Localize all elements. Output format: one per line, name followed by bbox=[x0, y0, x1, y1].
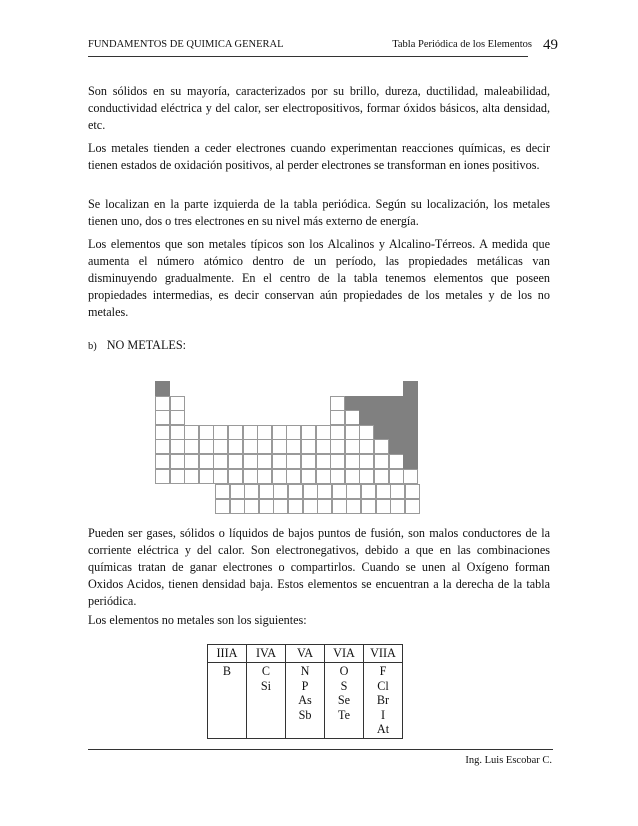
element-cell bbox=[403, 469, 418, 484]
section-title: NO METALES: bbox=[106, 338, 187, 352]
element-cell bbox=[345, 469, 360, 484]
element-cell bbox=[155, 469, 170, 484]
element-cell bbox=[155, 454, 170, 469]
element-cell bbox=[199, 425, 214, 440]
nonmetal-cell bbox=[359, 410, 374, 425]
element-cell bbox=[244, 484, 259, 499]
element-cell bbox=[405, 499, 420, 514]
element-cell bbox=[376, 484, 391, 499]
header-rule bbox=[88, 56, 528, 57]
element-cell bbox=[272, 454, 287, 469]
element-cell bbox=[170, 469, 185, 484]
element-symbol: S bbox=[340, 678, 348, 693]
element-cell bbox=[405, 484, 420, 499]
table-cell-group bbox=[325, 663, 364, 739]
nonmetal-cell bbox=[155, 381, 170, 396]
nonmetal-cell bbox=[374, 425, 389, 440]
table-cell-group bbox=[208, 663, 247, 739]
element-cell bbox=[213, 439, 228, 454]
element-cell bbox=[359, 469, 374, 484]
element-symbol: F bbox=[379, 664, 387, 678]
element-cell bbox=[288, 499, 303, 514]
element-symbol: B bbox=[222, 664, 232, 678]
table-header-cell: VA bbox=[286, 645, 325, 663]
element-cell bbox=[316, 469, 331, 484]
element-cell bbox=[317, 499, 332, 514]
element-cell bbox=[170, 425, 185, 440]
element-cell bbox=[257, 469, 272, 484]
nonmetal-cell bbox=[389, 439, 404, 454]
element-symbol: C bbox=[261, 664, 271, 678]
element-cell bbox=[303, 484, 318, 499]
element-cell bbox=[374, 439, 389, 454]
paragraph-properties: Son sólidos en su mayoría, caracterizados por su brillo, dureza, ductilidad, maleabilidad, conductividad eléctrica y del calor, ser electropositivos, formar óxidos básicos, alta densidad, etc. bbox=[88, 84, 550, 132]
element-cell bbox=[228, 425, 243, 440]
element-cell bbox=[345, 439, 360, 454]
table-header-cell: IVA bbox=[247, 645, 286, 663]
element-cell bbox=[359, 425, 374, 440]
element-cell bbox=[374, 469, 389, 484]
element-symbol: I bbox=[380, 707, 386, 722]
element-cell bbox=[330, 425, 345, 440]
element-cell bbox=[330, 396, 345, 411]
nonmetal-cell bbox=[403, 439, 418, 454]
element-cell bbox=[272, 439, 287, 454]
element-cell bbox=[230, 484, 245, 499]
table-cell-group bbox=[247, 663, 286, 739]
page-header bbox=[88, 37, 558, 55]
nonmetal-cell bbox=[403, 425, 418, 440]
nonmetal-cell bbox=[403, 454, 418, 469]
paragraph-nonmetal-properties: Pueden ser gases, sólidos o líquidos de bajos puntos de fusión, son malos conductores de la corriente eléctrica y del calor. Son electronegativos, debido a que en las combinaciones químicas tratan de ganar electrones o compartirlos. Cuando se unen al Oxígeno forman Oxidos Acidos, tienen densidad baja. Estos elementos se encuentran a la derecha de la tabla periódica. bbox=[88, 526, 550, 608]
element-cell bbox=[259, 484, 274, 499]
element-cell bbox=[301, 439, 316, 454]
element-cell bbox=[332, 484, 347, 499]
element-cell bbox=[345, 454, 360, 469]
element-cell bbox=[184, 454, 199, 469]
element-cell bbox=[230, 499, 245, 514]
element-cell bbox=[374, 454, 389, 469]
element-cell bbox=[272, 425, 287, 440]
element-cell bbox=[316, 425, 331, 440]
nonmetal-cell bbox=[374, 410, 389, 425]
element-cell bbox=[199, 439, 214, 454]
element-symbol: N bbox=[300, 664, 310, 678]
element-symbol: Si bbox=[260, 678, 272, 693]
footer-rule bbox=[88, 749, 553, 750]
element-cell bbox=[228, 439, 243, 454]
nonmetal-cell bbox=[403, 396, 418, 411]
element-symbol: At bbox=[376, 722, 390, 736]
element-cell bbox=[330, 454, 345, 469]
table-cell-group bbox=[286, 663, 325, 739]
element-cell bbox=[199, 469, 214, 484]
element-cell bbox=[330, 469, 345, 484]
element-cell bbox=[303, 499, 318, 514]
element-cell bbox=[243, 469, 258, 484]
paragraph-oxidation: Los metales tienden a ceder electrones cuando experimentan reacciones químicas, es decir tienen estados de oxidación positivos, al perder electrones se transforman en iones positivos. bbox=[88, 141, 550, 172]
table-cell-group bbox=[364, 663, 403, 739]
element-cell bbox=[346, 499, 361, 514]
nonmetal-cell bbox=[389, 410, 404, 425]
element-cell bbox=[243, 439, 258, 454]
element-cell bbox=[345, 425, 360, 440]
element-symbol: As bbox=[298, 693, 312, 707]
element-symbol: Br bbox=[376, 693, 390, 707]
section-label: b) bbox=[88, 341, 97, 352]
element-cell bbox=[155, 439, 170, 454]
element-cell bbox=[259, 499, 274, 514]
element-symbol: P bbox=[301, 678, 309, 693]
element-symbol: Se bbox=[337, 693, 351, 707]
nonmetal-cell bbox=[403, 381, 418, 396]
element-cell bbox=[273, 484, 288, 499]
section-heading bbox=[88, 338, 186, 353]
element-cell bbox=[376, 499, 391, 514]
element-cell bbox=[243, 425, 258, 440]
element-cell bbox=[228, 469, 243, 484]
element-symbol: Sb bbox=[298, 707, 312, 722]
element-cell bbox=[359, 439, 374, 454]
table-header-cell: VIIA bbox=[364, 645, 403, 663]
element-cell bbox=[184, 439, 199, 454]
element-cell bbox=[390, 484, 405, 499]
element-cell bbox=[301, 425, 316, 440]
element-cell bbox=[301, 469, 316, 484]
element-cell bbox=[257, 425, 272, 440]
element-cell bbox=[155, 425, 170, 440]
table-row bbox=[208, 663, 403, 739]
page-number: 49 bbox=[543, 37, 558, 53]
paragraph-location: Se localizan en la parte izquierda de la tabla periódica. Según su localización, los metales tienen uno, dos o tres electrones en su nivel más externo de energía. bbox=[88, 197, 550, 228]
element-cell bbox=[390, 499, 405, 514]
element-cell bbox=[215, 484, 230, 499]
element-cell bbox=[361, 499, 376, 514]
element-cell bbox=[213, 454, 228, 469]
nonmetal-cell bbox=[389, 396, 404, 411]
nonmetals-table bbox=[207, 644, 403, 739]
element-cell bbox=[243, 454, 258, 469]
element-cell bbox=[170, 439, 185, 454]
element-cell bbox=[184, 425, 199, 440]
element-symbol: Te bbox=[337, 707, 350, 722]
nonmetal-cell bbox=[359, 396, 374, 411]
element-cell bbox=[317, 484, 332, 499]
element-symbol: Cl bbox=[377, 678, 389, 693]
nonmetal-cell bbox=[374, 396, 389, 411]
header-chapter-title: Tabla Periódica de los Elementos bbox=[392, 39, 532, 50]
element-cell bbox=[244, 499, 259, 514]
element-cell bbox=[286, 454, 301, 469]
element-cell bbox=[155, 410, 170, 425]
element-cell bbox=[332, 499, 347, 514]
element-cell bbox=[330, 410, 345, 425]
nonmetal-cell bbox=[403, 410, 418, 425]
element-cell bbox=[170, 396, 185, 411]
element-cell bbox=[228, 454, 243, 469]
element-cell bbox=[330, 439, 345, 454]
element-cell bbox=[301, 454, 316, 469]
element-cell bbox=[170, 410, 185, 425]
element-cell bbox=[155, 396, 170, 411]
element-cell bbox=[184, 469, 199, 484]
element-cell bbox=[288, 484, 303, 499]
table-header-cell: VIA bbox=[325, 645, 364, 663]
element-cell bbox=[346, 484, 361, 499]
element-symbol: O bbox=[339, 664, 349, 678]
element-cell bbox=[272, 469, 287, 484]
element-cell bbox=[345, 410, 360, 425]
element-cell bbox=[389, 454, 404, 469]
element-cell bbox=[213, 469, 228, 484]
element-cell bbox=[257, 439, 272, 454]
nonmetal-cell bbox=[389, 425, 404, 440]
element-cell bbox=[389, 469, 404, 484]
nonmetal-cell bbox=[345, 396, 360, 411]
element-cell bbox=[286, 425, 301, 440]
element-cell bbox=[273, 499, 288, 514]
element-cell bbox=[359, 454, 374, 469]
element-cell bbox=[215, 499, 230, 514]
element-cell bbox=[170, 454, 185, 469]
element-cell bbox=[361, 484, 376, 499]
element-cell bbox=[316, 454, 331, 469]
element-cell bbox=[199, 454, 214, 469]
paragraph-nonmetal-list-intro: Los elementos no metales son los siguientes: bbox=[88, 613, 307, 627]
element-cell bbox=[286, 469, 301, 484]
paragraph-typical-metals: Los elementos que son metales típicos son los Alcalinos y Alcalino-Térreos. A medida que aumenta el número atómico dentro de un período, las propiedades metálicas van disminuyendo gradualmente. En el centro de la tabla tenemos elementos que poseen propiedades intermedias, es decir conservan aún propiedades de los metales y de los no metales. bbox=[88, 237, 550, 319]
element-cell bbox=[316, 439, 331, 454]
table-header-row bbox=[208, 645, 403, 663]
table-header-cell: IIIA bbox=[208, 645, 247, 663]
element-cell bbox=[257, 454, 272, 469]
element-cell bbox=[213, 425, 228, 440]
header-course-title: FUNDAMENTOS DE QUIMICA GENERAL bbox=[88, 39, 284, 50]
element-cell bbox=[286, 439, 301, 454]
footer-author: Ing. Luis Escobar C. bbox=[465, 755, 552, 766]
